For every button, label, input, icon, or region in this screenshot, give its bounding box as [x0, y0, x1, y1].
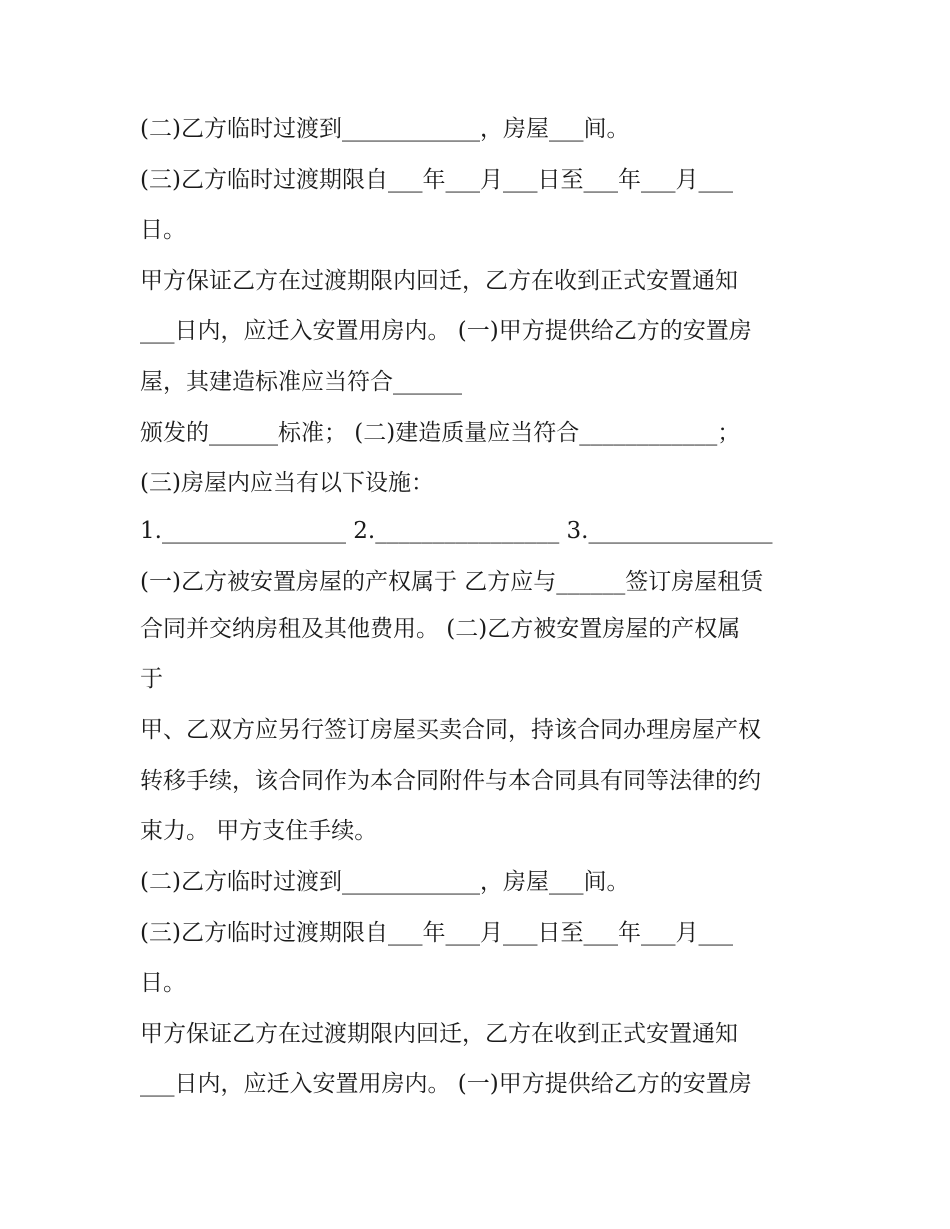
- text-line: (三)乙方临时过渡期限自___年___月___日至___年___月___: [140, 167, 733, 193]
- text-line: (一)乙方被安置房屋的产权属于 乙方应与______签订房屋租赁: [140, 569, 764, 595]
- text-line: ___日内，应迁入安置用房内。 (一)甲方提供给乙方的安置房: [140, 318, 752, 344]
- text-line: 甲方保证乙方在过渡期限内回迁，乙方在收到正式安置通知: [140, 268, 738, 294]
- text-line: 屋，其建造标准应当符合______: [140, 369, 462, 395]
- text-line: 1.________________ 2.________________ 3.________________: [140, 518, 773, 544]
- text-line: ___日内，应迁入安置用房内。 (一)甲方提供给乙方的安置房: [140, 1071, 752, 1097]
- text-line: 颁发的______标准； (二)建造质量应当符合____________；: [140, 420, 741, 446]
- text-line: 转移手续，该合同作为本合同附件与本合同具有同等法律的约: [140, 768, 761, 794]
- text-line: 日。: [140, 970, 186, 996]
- text-line: (三)房屋内应当有以下设施：: [140, 470, 434, 496]
- text-line: 甲、乙双方应另行签订房屋买卖合同，持该合同办理房屋产权: [140, 717, 761, 743]
- text-line: (二)乙方临时过渡到____________，房屋___间。: [140, 116, 630, 142]
- text-line: (三)乙方临时过渡期限自___年___月___日至___年___月___: [140, 920, 733, 946]
- text-line: 束力。 甲方支住手续。: [140, 818, 378, 844]
- text-line: (二)乙方临时过渡到____________，房屋___间。: [140, 869, 630, 895]
- text-line: 甲方保证乙方在过渡期限内回迁，乙方在收到正式安置通知: [140, 1021, 738, 1047]
- text-line: 合同并交纳房租及其他费用。 (二)乙方被安置房屋的产权属: [140, 616, 741, 642]
- text-line: 于: [140, 666, 163, 692]
- text-line: 日。: [140, 217, 186, 243]
